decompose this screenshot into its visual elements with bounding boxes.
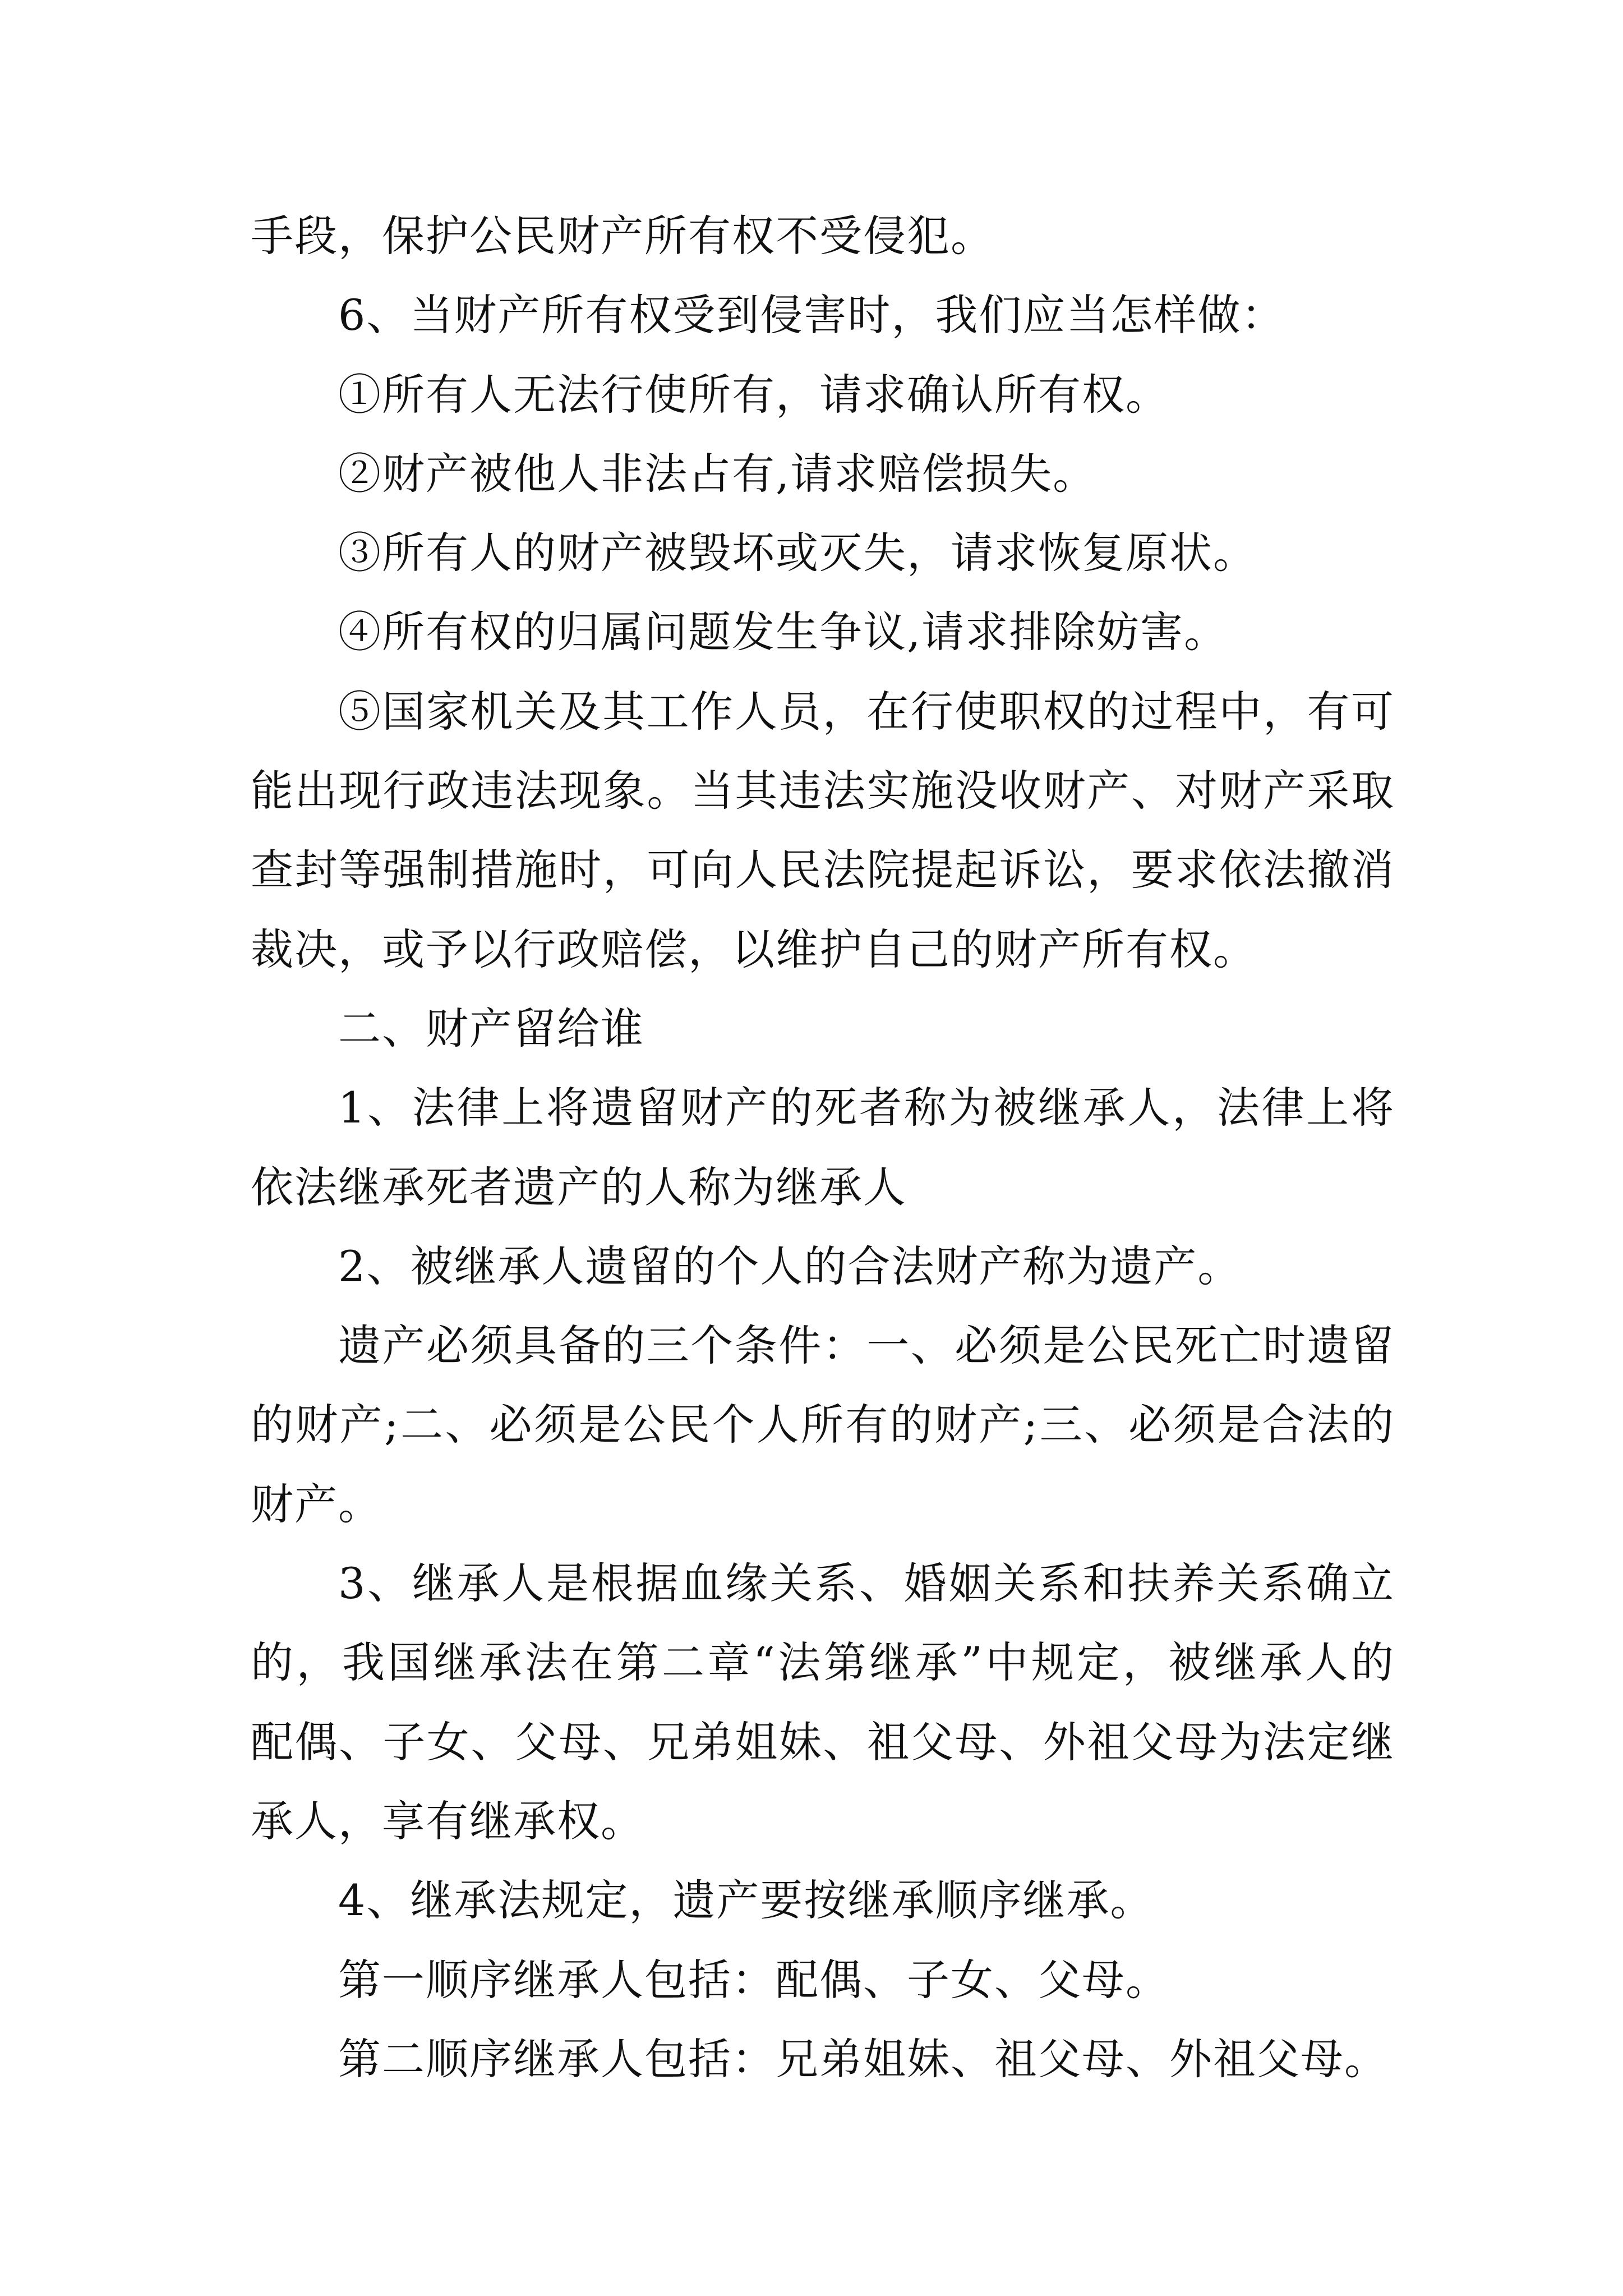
paragraph-line: ②财产被他人非法占有,请求赔偿损失。: [338, 448, 1097, 499]
paragraph-point-3: [251, 1544, 1395, 1861]
paragraph-point-4: [251, 1861, 1395, 1940]
paragraph-line: 4、继承法规定，遗产要按继承顺序继承。: [338, 1875, 1154, 1926]
paragraph-line: ③所有人的财产被毁坏或灭失，请求恢复原状。: [338, 528, 1257, 578]
list-item-5: [251, 672, 1395, 989]
paragraph-line: 第二顺序继承人包括：兄弟姐妹、祖父母、外祖父母。: [338, 2033, 1388, 2084]
list-item-1: [251, 355, 1395, 434]
paragraph-line: 1、法律上将遗留财产的死者称为被继承人，法律上将: [338, 1083, 1395, 1133]
list-item-4: [251, 592, 1395, 671]
section-heading-text: 二、财产留给谁: [338, 1003, 644, 1053]
paragraph-line: 手段，保护公民财产所有权不受侵犯。: [251, 211, 994, 261]
paragraph-line: 裁决，或予以行政赔偿，以维护自己的财产所有权。: [251, 924, 1257, 974]
paragraph-first-order-heirs: [251, 1940, 1395, 2019]
paragraph-point-1: [251, 1068, 1395, 1227]
paragraph-line: 配偶、子女、父母、兄弟姐妹、祖父母、外祖父母为法定继: [251, 1717, 1395, 1767]
section-heading: [251, 989, 1395, 1068]
list-item-2: [251, 434, 1395, 513]
paragraph-line: 依法继承死者遗产的人称为继承人: [251, 1162, 907, 1212]
paragraph-line: 3、继承人是根据血缘关系、婚姻关系和扶养关系确立: [338, 1558, 1395, 1609]
paragraph-line: ⑤国家机关及其工作人员，在行使职权的过程中，有可: [338, 686, 1395, 737]
paragraph-question-6: [251, 275, 1395, 355]
paragraph-line: 财产。: [251, 1479, 382, 1529]
paragraph-line: 能出现行政违法现象。当其违法实施没收财产、对财产采取: [251, 766, 1395, 816]
paragraph-line: 查封等强制措施时，可向人民法院提起诉讼，要求依法撤消: [251, 845, 1395, 895]
paragraph-line: 的财产;二、必须是公民个人所有的财产;三、必须是合法的: [251, 1400, 1395, 1450]
paragraph-point-2: [251, 1227, 1395, 1306]
paragraph-second-order-heirs: [251, 2019, 1395, 2099]
paragraph-line: ①所有人无法行使所有，请求确认所有权。: [338, 369, 1169, 420]
paragraph-line: 承人，享有继承权。: [251, 1796, 644, 1846]
document-body: [251, 196, 1395, 2099]
paragraph-line: ④所有权的归属问题发生争议,请求排除妨害。: [338, 607, 1228, 657]
paragraph-line: 2、被继承人遗留的个人的合法财产称为遗产。: [338, 1241, 1242, 1291]
paragraph-line: 6、当财产所有权受到侵害时，我们应当怎样做：: [338, 290, 1285, 341]
paragraph-line: 遗产必须具备的三个条件：一、必须是公民死亡时遗留: [338, 1320, 1395, 1371]
paragraph-line: 第一顺序继承人包括：配偶、子女、父母。: [338, 1954, 1169, 2005]
paragraph-conditions: [251, 1306, 1395, 1544]
list-item-3: [251, 513, 1395, 592]
paragraph-line: 的，我国继承法在第二章“法第继承”中规定，被继承人的: [251, 1637, 1395, 1688]
paragraph-continuation: [251, 196, 1395, 275]
